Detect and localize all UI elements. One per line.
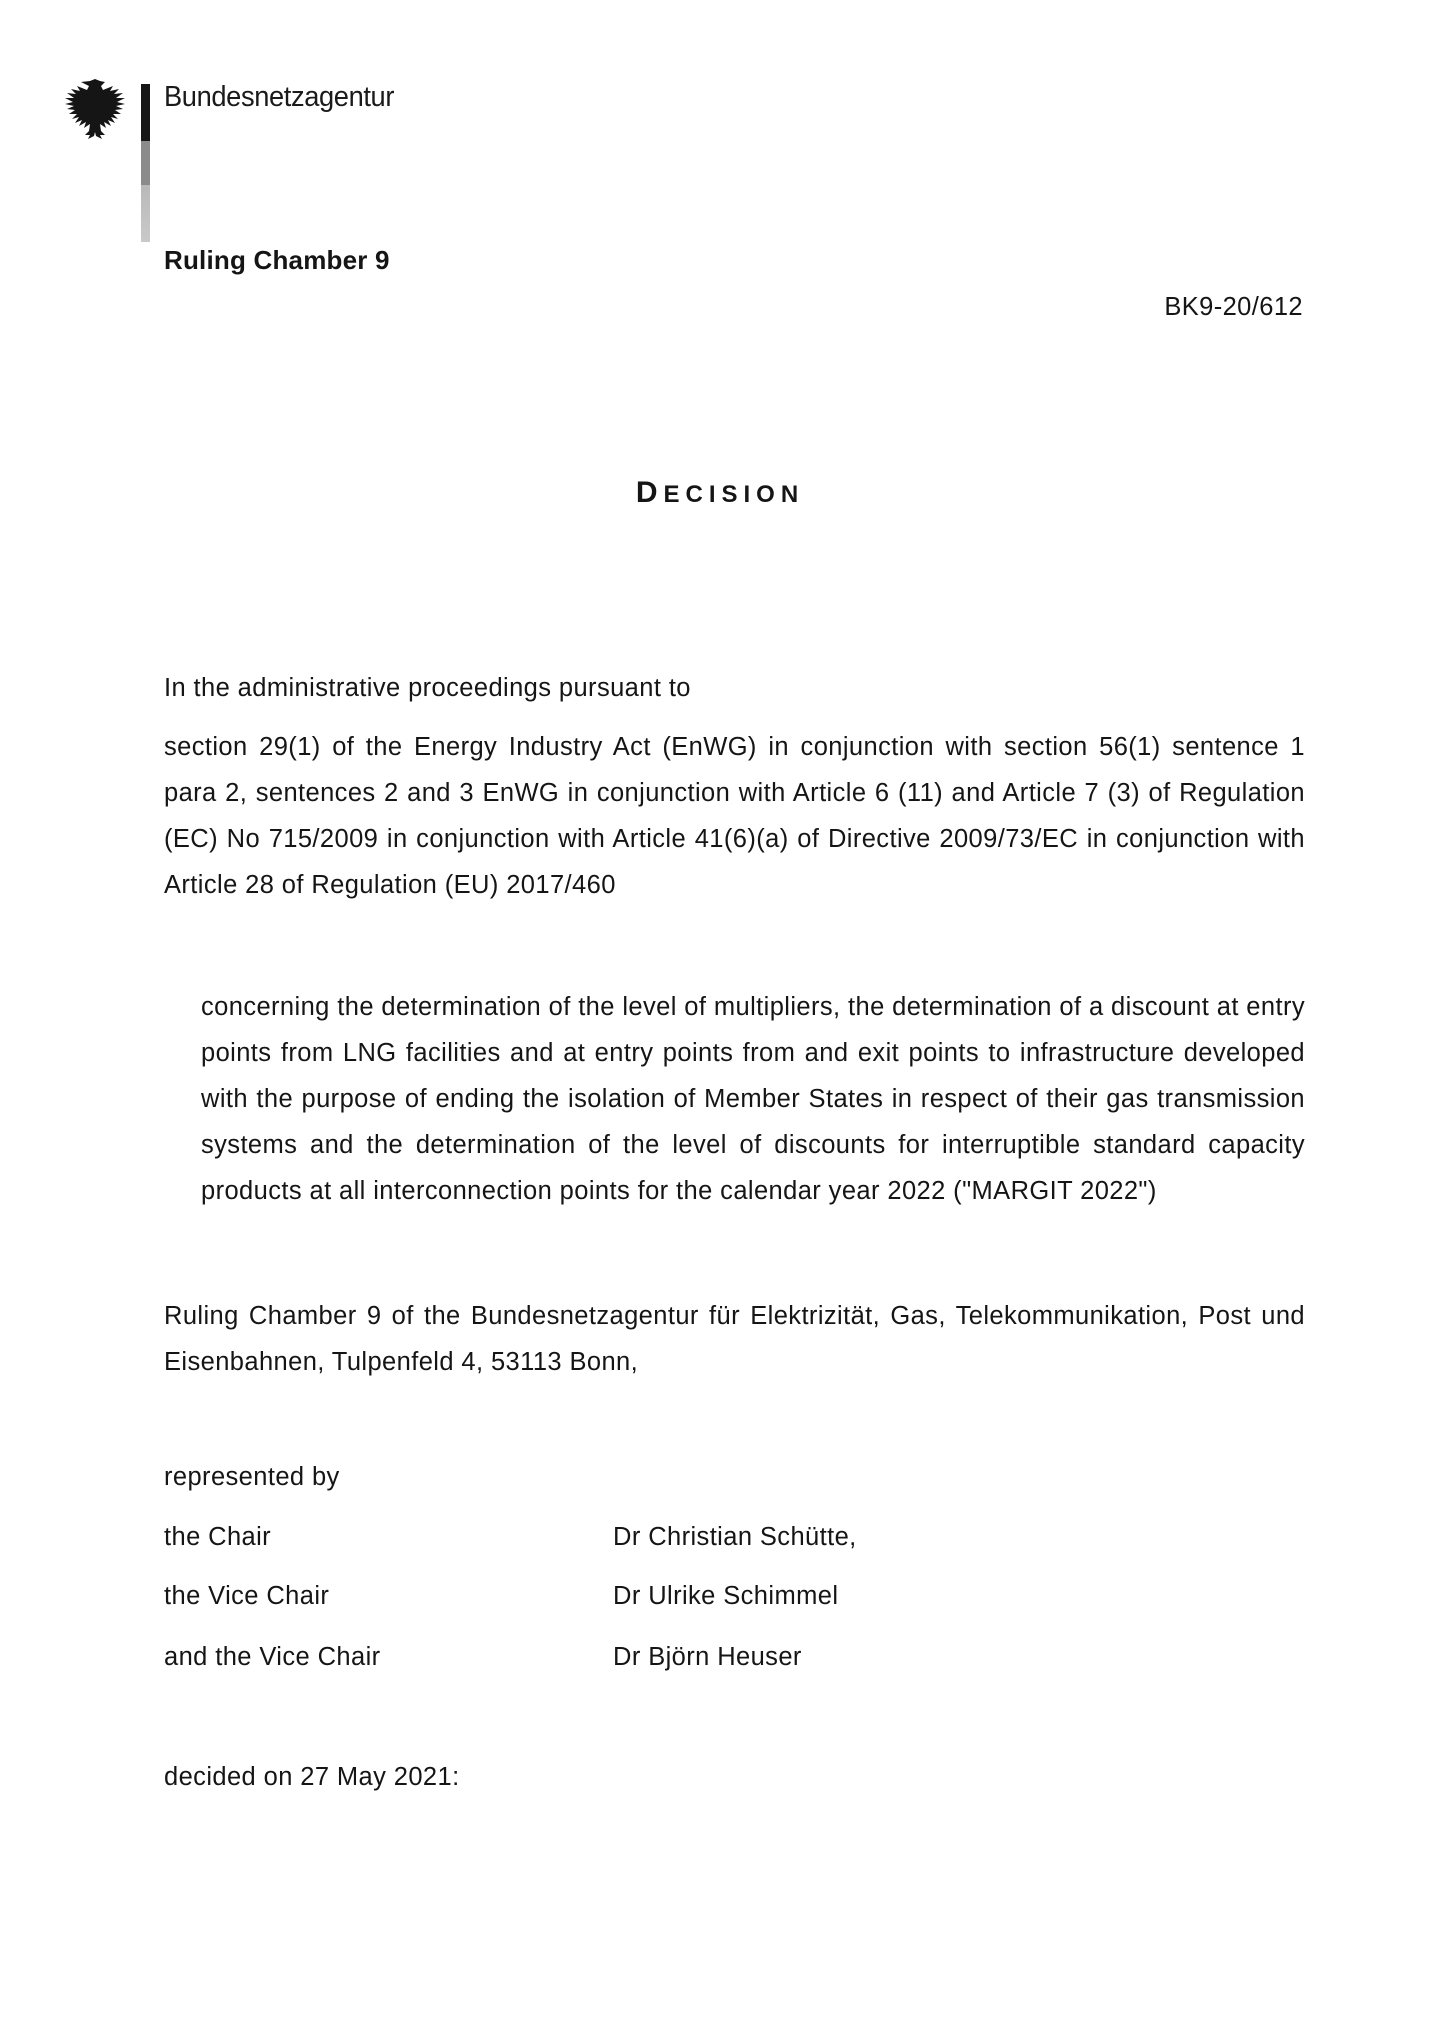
subject-paragraph: concerning the determination of the level of multipliers, the determination of a discount at entry points from LNG facilities and at entry points from and exit points to infrastructure developed with the purpose of ending the isolation of Member States in respect of their gas transmission systems and the determination of the level of discounts for interruptible standard capacity products at all interconnection points for the calendar year 2022 ("MARGIT 2022"): [201, 993, 1305, 1205]
representative-name: Dr Ulrike Schimmel: [613, 1582, 839, 1610]
decision-title-initial: D: [635, 476, 664, 509]
representative-role: the Vice Chair: [164, 1582, 330, 1610]
representative-role: and the Vice Chair: [164, 1643, 381, 1671]
brand-wordmark: Bundesnetzagentur: [164, 81, 395, 113]
authority-paragraph: Ruling Chamber 9 of the Bundesnetzagentur für Elektrizität, Gas, Telekommunikation, Post und Eisenbahnen, Tulpenfeld 4, 53113 Bonn,: [164, 1302, 1305, 1376]
chamber-heading: Ruling Chamber 9: [164, 245, 390, 275]
decided-line: decided on 27 May 2021:: [164, 1763, 460, 1791]
representative-name: Dr Christian Schütte,: [613, 1523, 857, 1551]
decision-title-rest: ECISION: [663, 481, 805, 508]
representative-row-chair: [164, 1514, 1305, 1560]
legal-basis-paragraph: section 29(1) of the Energy Industry Act (EnWG) in conjunction with section 56(1) sentence 1 para 2, sentences 2 and 3 EnWG in conjunction with Article 6 (11) and Article 7 (3) of Regulation (EC) No 715/2009 in conjunction with Article 41(6)(a) of Directive 2009/73/EC in conjunction with Article 28 of Regulation (EU) 2017/460: [164, 733, 1305, 899]
representative-row-second-vice-chair: [164, 1634, 1305, 1680]
representative-row-vice-chair: [164, 1573, 1305, 1619]
intro-line: In the administrative proceedings pursuant to: [164, 674, 691, 702]
represented-by-line: represented by: [164, 1463, 340, 1491]
decision-title: [0, 478, 1440, 510]
case-reference: BK9-20/612: [1164, 293, 1303, 321]
logo-divider-bar: [141, 84, 150, 242]
representative-name: Dr Björn Heuser: [613, 1643, 802, 1671]
representative-role: the Chair: [164, 1523, 272, 1551]
federal-eagle-icon: [62, 77, 128, 143]
